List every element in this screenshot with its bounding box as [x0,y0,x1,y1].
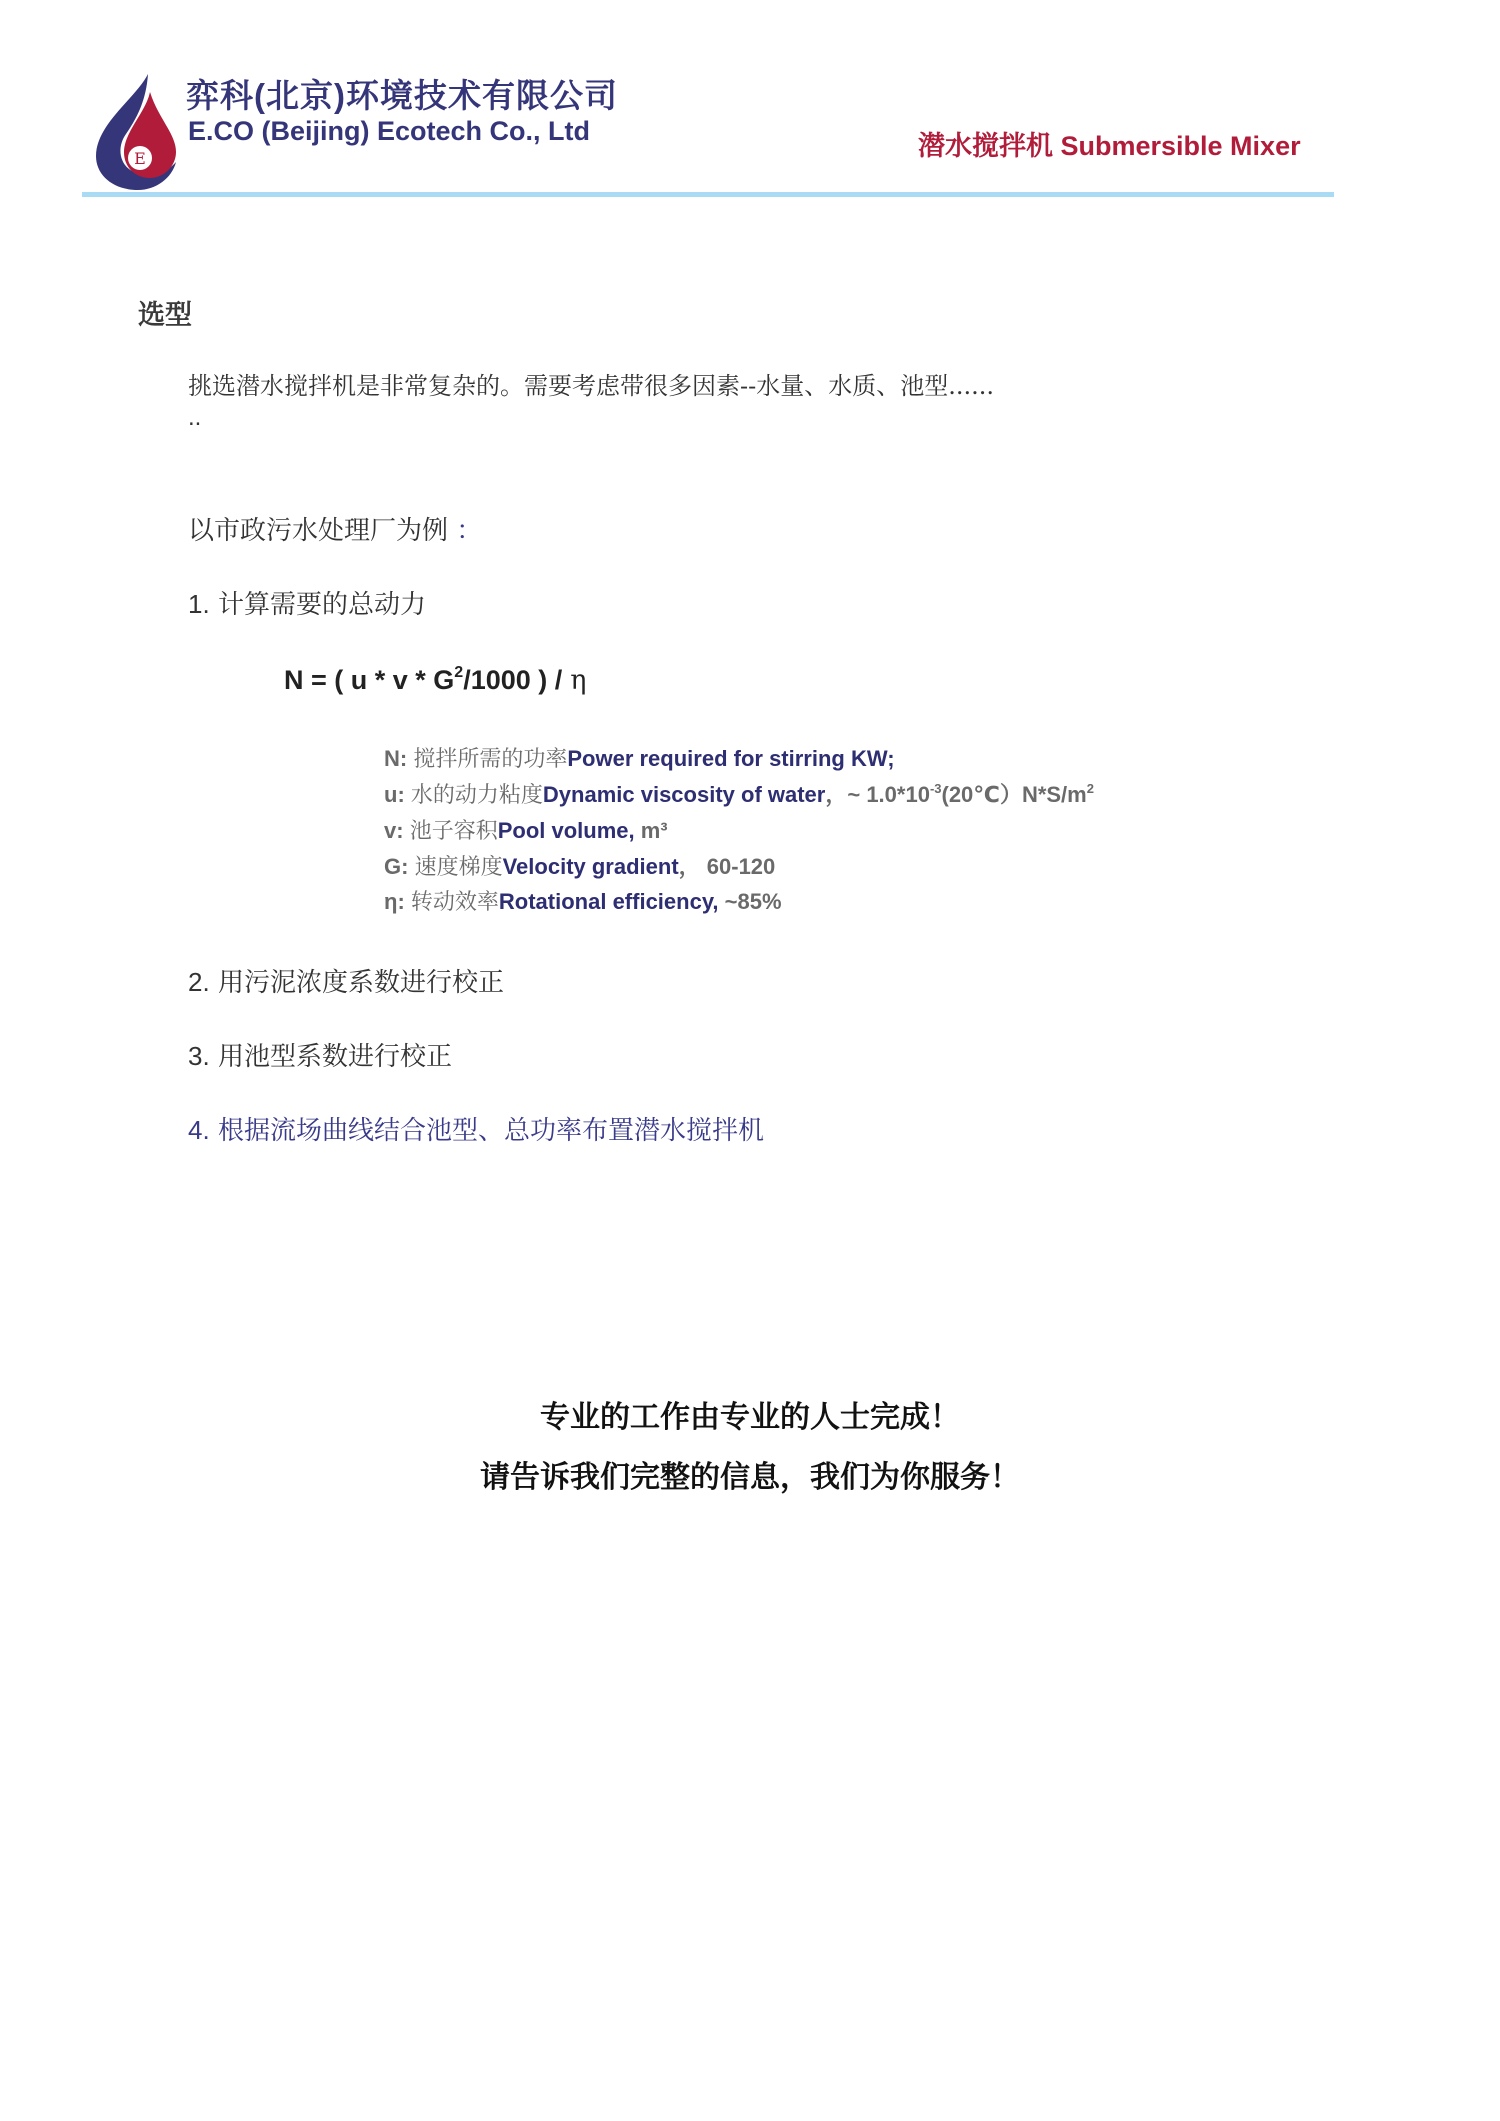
variable-cn: 搅拌所需的功率 [413,747,568,772]
step-number: 3. [188,1041,210,1071]
variable-en: Pool volume, [497,818,635,843]
step-number: 1. [188,589,210,619]
formula-rhs: /1000 ) / [463,665,563,695]
variable-exponent: -3 [929,781,942,796]
variable-value: m³ [634,818,668,843]
variable-symbol: η: [384,889,405,914]
variable-en: Velocity gradient [502,854,679,879]
step-3 [188,1036,452,1073]
variable-unit-exponent: 2 [1086,781,1094,796]
product-title: 潜水搅拌机 Submersible Mixer [918,131,1301,161]
company-logo-icon [96,74,180,190]
step-number: 4. [188,1115,210,1145]
header-divider [82,192,1334,197]
formula-eta: η [570,665,587,696]
step-1 [188,584,426,621]
variable-eta [384,885,782,916]
example-text: 以市政污水处理厂为例 [188,516,449,546]
variable-value: ~85% [718,889,782,914]
variable-symbol: v: [384,818,404,843]
power-formula [284,664,586,696]
variable-cn: 水的动力粘度 [410,783,543,808]
slogan-line-2: 请告诉我们完整的信息，我们为你服务！ [480,1461,1020,1494]
example-colon: ： [456,516,483,546]
intro-text: 挑选潜水搅拌机是非常复杂的。需要考虑带很多因素--水量、水质、池型...... [188,372,994,400]
variable-v [384,814,668,845]
variable-value: ， 60-120 [678,854,776,879]
slogan-line-1: 专业的工作由专业的人士完成！ [540,1401,960,1434]
step-text: 用污泥浓度系数进行校正 [217,968,504,998]
variable-value-unit: (20℃）N*S/m [941,782,1087,807]
variable-g [384,850,775,881]
section-title: 选型 [138,300,192,330]
step-text: 根据流场曲线结合池型、总功率布置潜水搅拌机 [217,1116,764,1146]
example-heading [188,510,482,547]
intro-continuation: .. [188,404,202,431]
company-name-cn: 弈科(北京)环境技术有限公司 [186,77,618,114]
variable-symbol: N: [384,746,408,771]
step-4 [188,1110,764,1147]
variable-cn: 池子容积 [409,819,498,844]
variable-n [384,742,895,773]
formula-lhs: N = ( u * v * G [284,665,455,695]
variable-cn: 速度梯度 [414,855,503,880]
step-2 [188,962,504,999]
formula-exponent: 2 [454,664,464,681]
step-text: 计算需要的总动力 [217,590,426,620]
variable-en: Power required for stirring KW; [567,746,895,771]
variable-symbol: u: [384,782,405,807]
company-name-en: E.CO (Beijing) Ecotech Co., Ltd [188,116,591,146]
logo-letter: E [134,149,146,168]
variable-en: Dynamic viscosity of water [542,782,826,807]
step-text: 用池型系数进行校正 [217,1042,452,1072]
variable-cn: 转动效率 [410,890,499,915]
variable-u [384,778,1094,809]
variable-symbol: G: [384,854,409,879]
variable-en: Rotational efficiency, [498,889,719,914]
variable-value: ，~ 1.0*10 [825,782,930,807]
step-number: 2. [188,967,210,997]
